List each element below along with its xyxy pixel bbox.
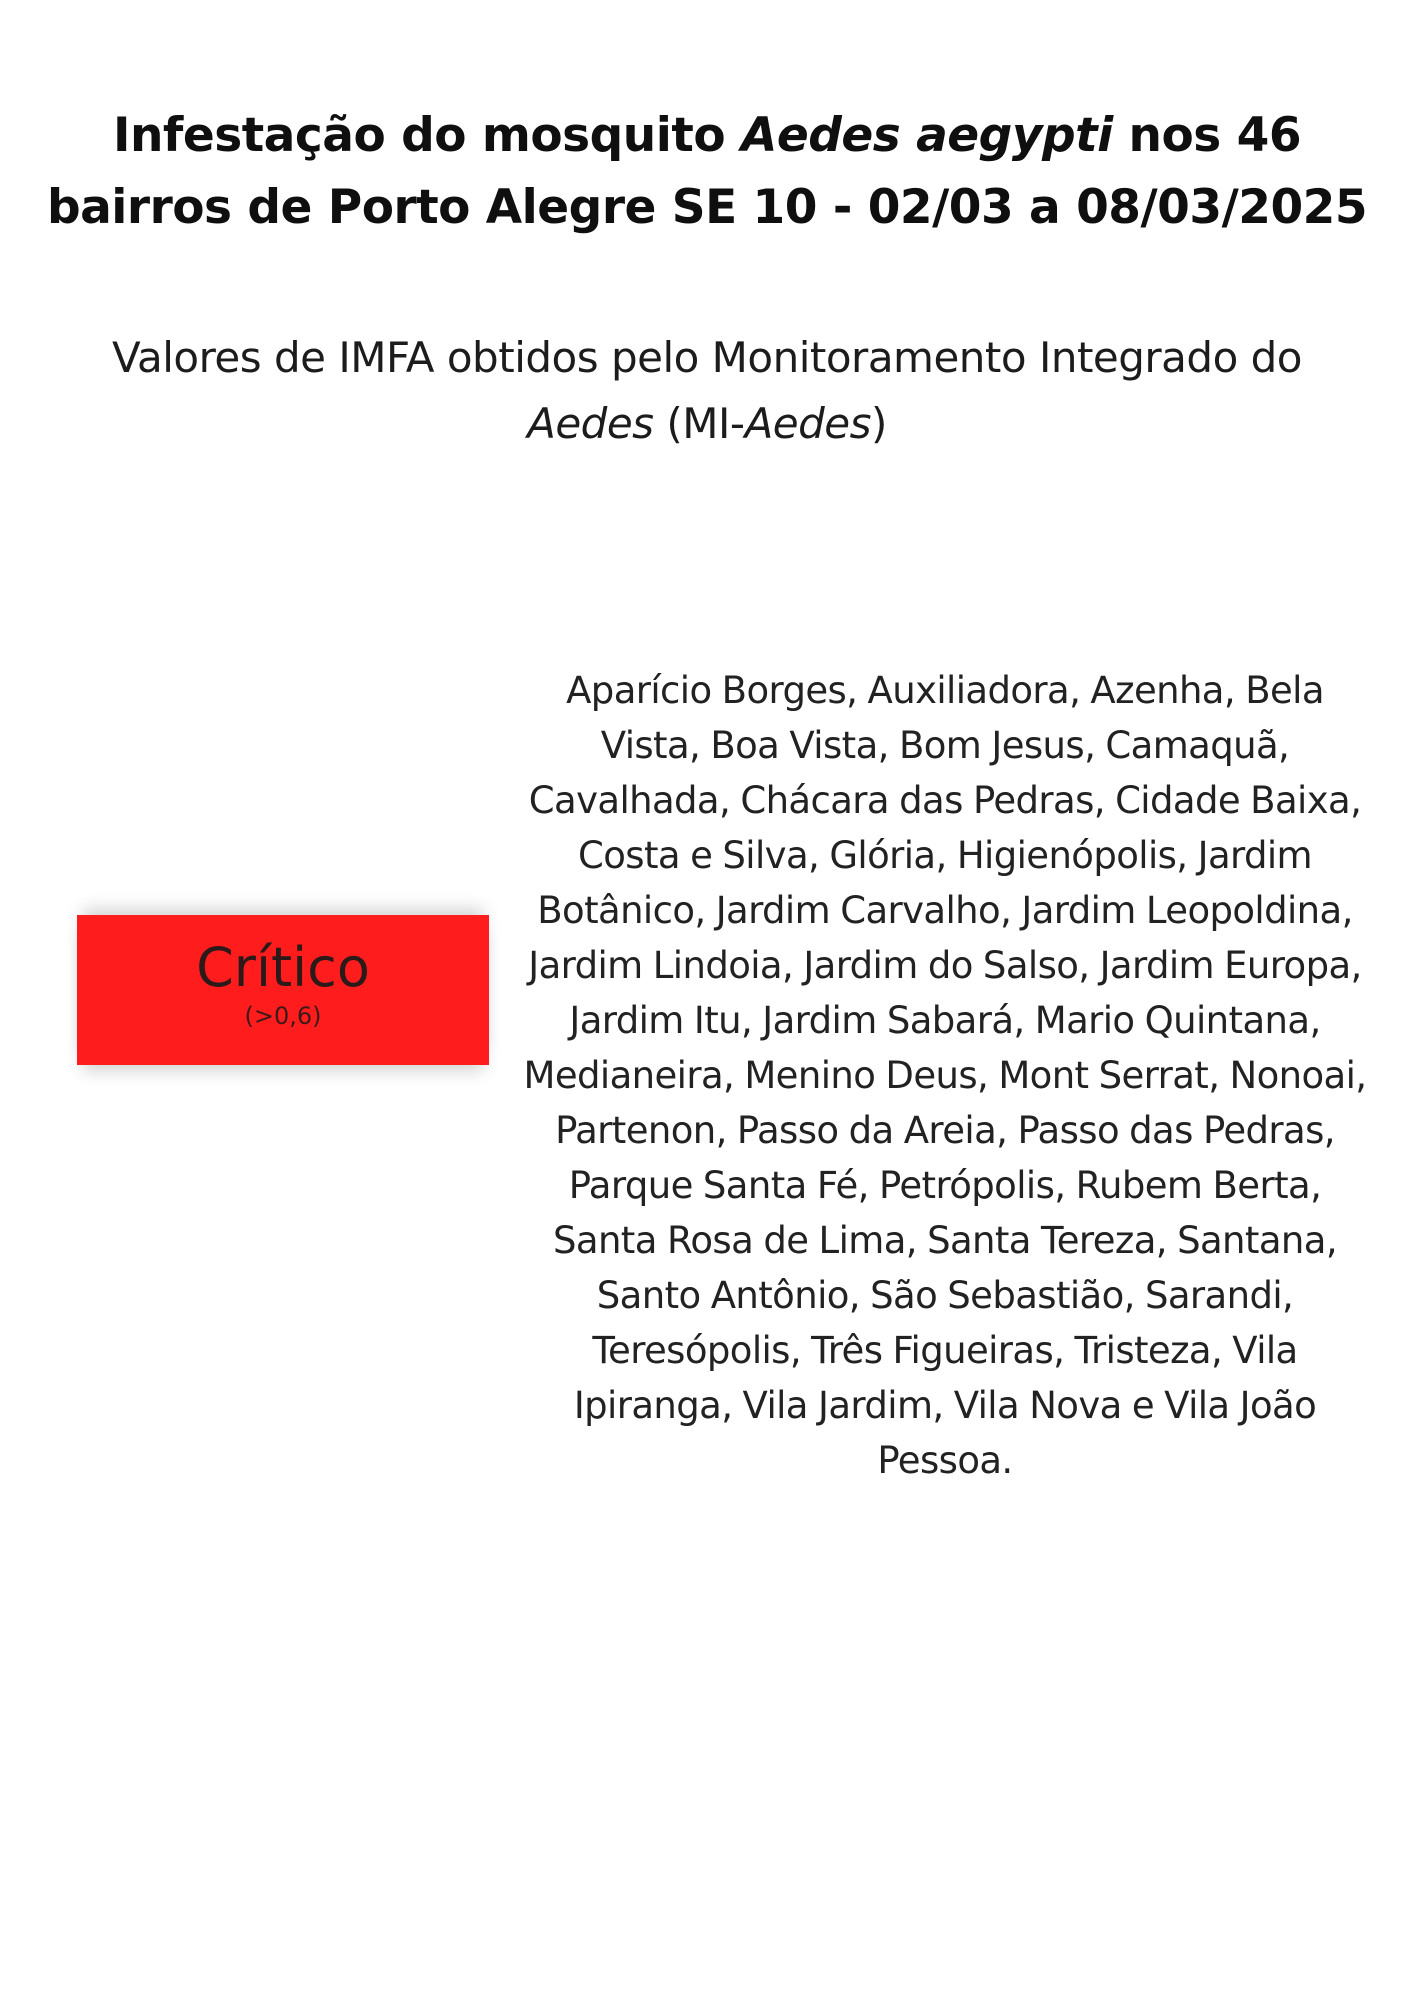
page-subtitle <box>100 325 1314 457</box>
neighborhood-list: Aparício Borges, Auxiliadora, Azenha, Bela Vista, Boa Vista, Bom Jesus, Camaquã, Cavalhada, Chácara das Pedras, Cidade Baixa, Costa e Silva, Glória, Higienópolis, Jardim Botânico, Jardim Carvalho, Jardim Leopoldina, Jardim Lindoia, Jardim do Salso, Jardim Europa, Jardim Itu, Jardim Sabará, Mario Quintana, Medianeira, Menino Deus, Mont Serrat, Nonoai, Partenon, Passo da Areia, Passo das Pedras, Parque Santa Fé, Petrópolis, Rubem Berta, Santa Rosa de Lima, Santa Tereza, Santana, Santo Antônio, São Sebastião, Sarandi, Teresópolis, Três Figueiras, Tristeza, Vila Ipiranga, Vila Jardim, Vila Nova e Vila João Pessoa. <box>523 669 1367 1482</box>
level-label: Crítico <box>196 936 370 999</box>
subtitle-text: Valores de IMFA obtidos pelo Monitoramento Integrado do <box>112 333 1302 382</box>
subtitle-text-continued: (MI- <box>653 399 745 448</box>
subtitle-genus-name: Aedes <box>527 399 654 448</box>
critical-level-badge <box>77 915 489 1065</box>
level-range: (>0,6) <box>244 1002 322 1030</box>
title-text-continued: nos 46 bairros de Porto Alegre SE 10 - 02/03 a 08/03/2025 <box>46 108 1368 235</box>
subtitle-text-end: ) <box>871 399 887 448</box>
title-text: Infestação do mosquito <box>112 108 741 163</box>
title-species-name: Aedes aegypti <box>740 108 1113 163</box>
page-title <box>20 100 1394 244</box>
subtitle-genus-name-2: Aedes <box>744 399 872 448</box>
